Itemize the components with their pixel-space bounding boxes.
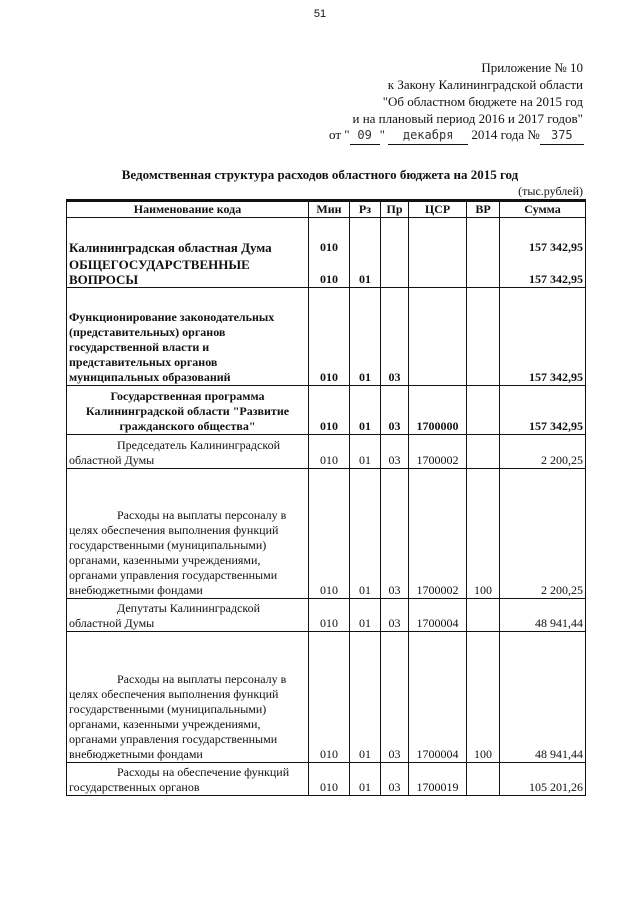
units-label: (тыс.рублей): [518, 184, 583, 198]
cell-vr: [467, 386, 500, 435]
table-header-row: [67, 201, 586, 218]
date-day: 09: [350, 127, 380, 145]
cell-sum: 2 200,25: [500, 435, 586, 469]
appendix-line-1: Приложение № 10: [481, 60, 583, 75]
cell-pr: 03: [381, 386, 409, 435]
cell-min: 010: [309, 599, 350, 632]
cell-csr: 1700004: [409, 632, 467, 763]
document-title: Ведомственная структура расходов областного бюджета на 2015 год: [121, 167, 519, 182]
table-row: [67, 218, 586, 255]
cell-csr: 1700002: [409, 435, 467, 469]
law-number: 375: [540, 127, 584, 145]
cell-sum: 157 342,95: [500, 288, 586, 386]
table-row: [67, 386, 586, 435]
cell-sum: 157 342,95: [500, 218, 586, 255]
cell-csr: [409, 218, 467, 255]
appendix-line-3: "Об областном бюджете на 2015 год: [382, 94, 583, 109]
cell-vr: 100: [467, 632, 500, 763]
cell-name: Расходы на выплаты персоналу в целях обеспечения выполнения функций государственными (муниципальными) органами, казенными учреждениями, органами управления государственными внебюджетными фондами: [67, 632, 309, 763]
cell-vr: [467, 218, 500, 255]
cell-csr: 1700019: [409, 763, 467, 796]
cell-min: 010: [309, 435, 350, 469]
appendix-block: [352, 59, 583, 127]
header-csr: ЦСР: [409, 201, 467, 218]
cell-pr: 03: [381, 435, 409, 469]
cell-pr: [381, 218, 409, 255]
cell-csr: [409, 255, 467, 288]
cell-rz: 01: [350, 469, 381, 599]
cell-name: Депутаты Калининградской областной Думы: [67, 599, 309, 632]
cell-rz: 01: [350, 599, 381, 632]
quote-open: ": [344, 127, 350, 142]
table-row: [67, 763, 586, 796]
date-month: декабря: [388, 127, 468, 145]
cell-pr: 03: [381, 632, 409, 763]
cell-pr: [381, 255, 409, 288]
cell-min: 010: [309, 288, 350, 386]
cell-min: 010: [309, 218, 350, 255]
cell-sum: 48 941,44: [500, 599, 586, 632]
cell-sum: 157 342,95: [500, 255, 586, 288]
cell-vr: [467, 763, 500, 796]
cell-sum: 2 200,25: [500, 469, 586, 599]
cell-rz: 01: [350, 435, 381, 469]
cell-name: Калининградская областная Дума: [67, 218, 309, 255]
cell-pr: 03: [381, 288, 409, 386]
cell-sum: 105 201,26: [500, 763, 586, 796]
table-row: [67, 255, 586, 288]
appendix-line-2: к Закону Калининградской области: [387, 77, 583, 92]
cell-min: 010: [309, 632, 350, 763]
cell-name: Расходы на выплаты персоналу в целях обеспечения выполнения функций государственными (муниципальными) органами, казенными учреждениями, органами управления государственными внебюджетными фондами: [67, 469, 309, 599]
cell-rz: 01: [350, 288, 381, 386]
cell-name: Председатель Калининградской областной Думы: [67, 435, 309, 469]
budget-table: [66, 199, 586, 796]
cell-rz: 01: [350, 632, 381, 763]
header-rz: Рз: [350, 201, 381, 218]
page-number: 51: [313, 8, 327, 20]
cell-vr: [467, 599, 500, 632]
cell-csr: 1700000: [409, 386, 467, 435]
appendix-date-line: [329, 126, 589, 145]
cell-sum: 48 941,44: [500, 632, 586, 763]
cell-min: 010: [309, 469, 350, 599]
cell-rz: 01: [350, 763, 381, 796]
cell-name: ОБЩЕГОСУДАРСТВЕННЫЕ ВОПРОСЫ: [67, 255, 309, 288]
cell-pr: 03: [381, 469, 409, 599]
cell-rz: 01: [350, 386, 381, 435]
header-min: Мин: [309, 201, 350, 218]
table-row: [67, 632, 586, 763]
cell-csr: 1700002: [409, 469, 467, 599]
cell-min: 010: [309, 255, 350, 288]
table-row: [67, 435, 586, 469]
cell-name: Расходы на обеспечение функций государственных органов: [67, 763, 309, 796]
cell-csr: [409, 288, 467, 386]
cell-rz: 01: [350, 255, 381, 288]
table-row: [67, 599, 586, 632]
cell-csr: 1700004: [409, 599, 467, 632]
cell-vr: [467, 435, 500, 469]
header-vr: ВР: [467, 201, 500, 218]
cell-pr: 03: [381, 599, 409, 632]
cell-min: 010: [309, 763, 350, 796]
cell-name: Функционирование законодательных (представительных) органов государственной власти и представительных органов муниципальных образований: [67, 288, 309, 386]
appendix-line-4: и на плановый период 2016 и 2017 годов": [352, 111, 583, 126]
cell-vr: 100: [467, 469, 500, 599]
header-name: Наименование кода: [67, 201, 309, 218]
header-sum: Сумма: [500, 201, 586, 218]
table-row: [67, 469, 586, 599]
quote-close: ": [379, 127, 385, 142]
table-row: [67, 288, 586, 386]
cell-vr: [467, 255, 500, 288]
cell-min: 010: [309, 386, 350, 435]
date-prefix: от: [329, 127, 342, 142]
cell-sum: 157 342,95: [500, 386, 586, 435]
cell-pr: 03: [381, 763, 409, 796]
cell-vr: [467, 288, 500, 386]
cell-rz: [350, 218, 381, 255]
cell-name: Государственная программа Калининградской области "Развитие гражданского общества": [67, 386, 309, 435]
date-year-text: 2014 года №: [471, 127, 540, 142]
header-pr: Пр: [381, 201, 409, 218]
